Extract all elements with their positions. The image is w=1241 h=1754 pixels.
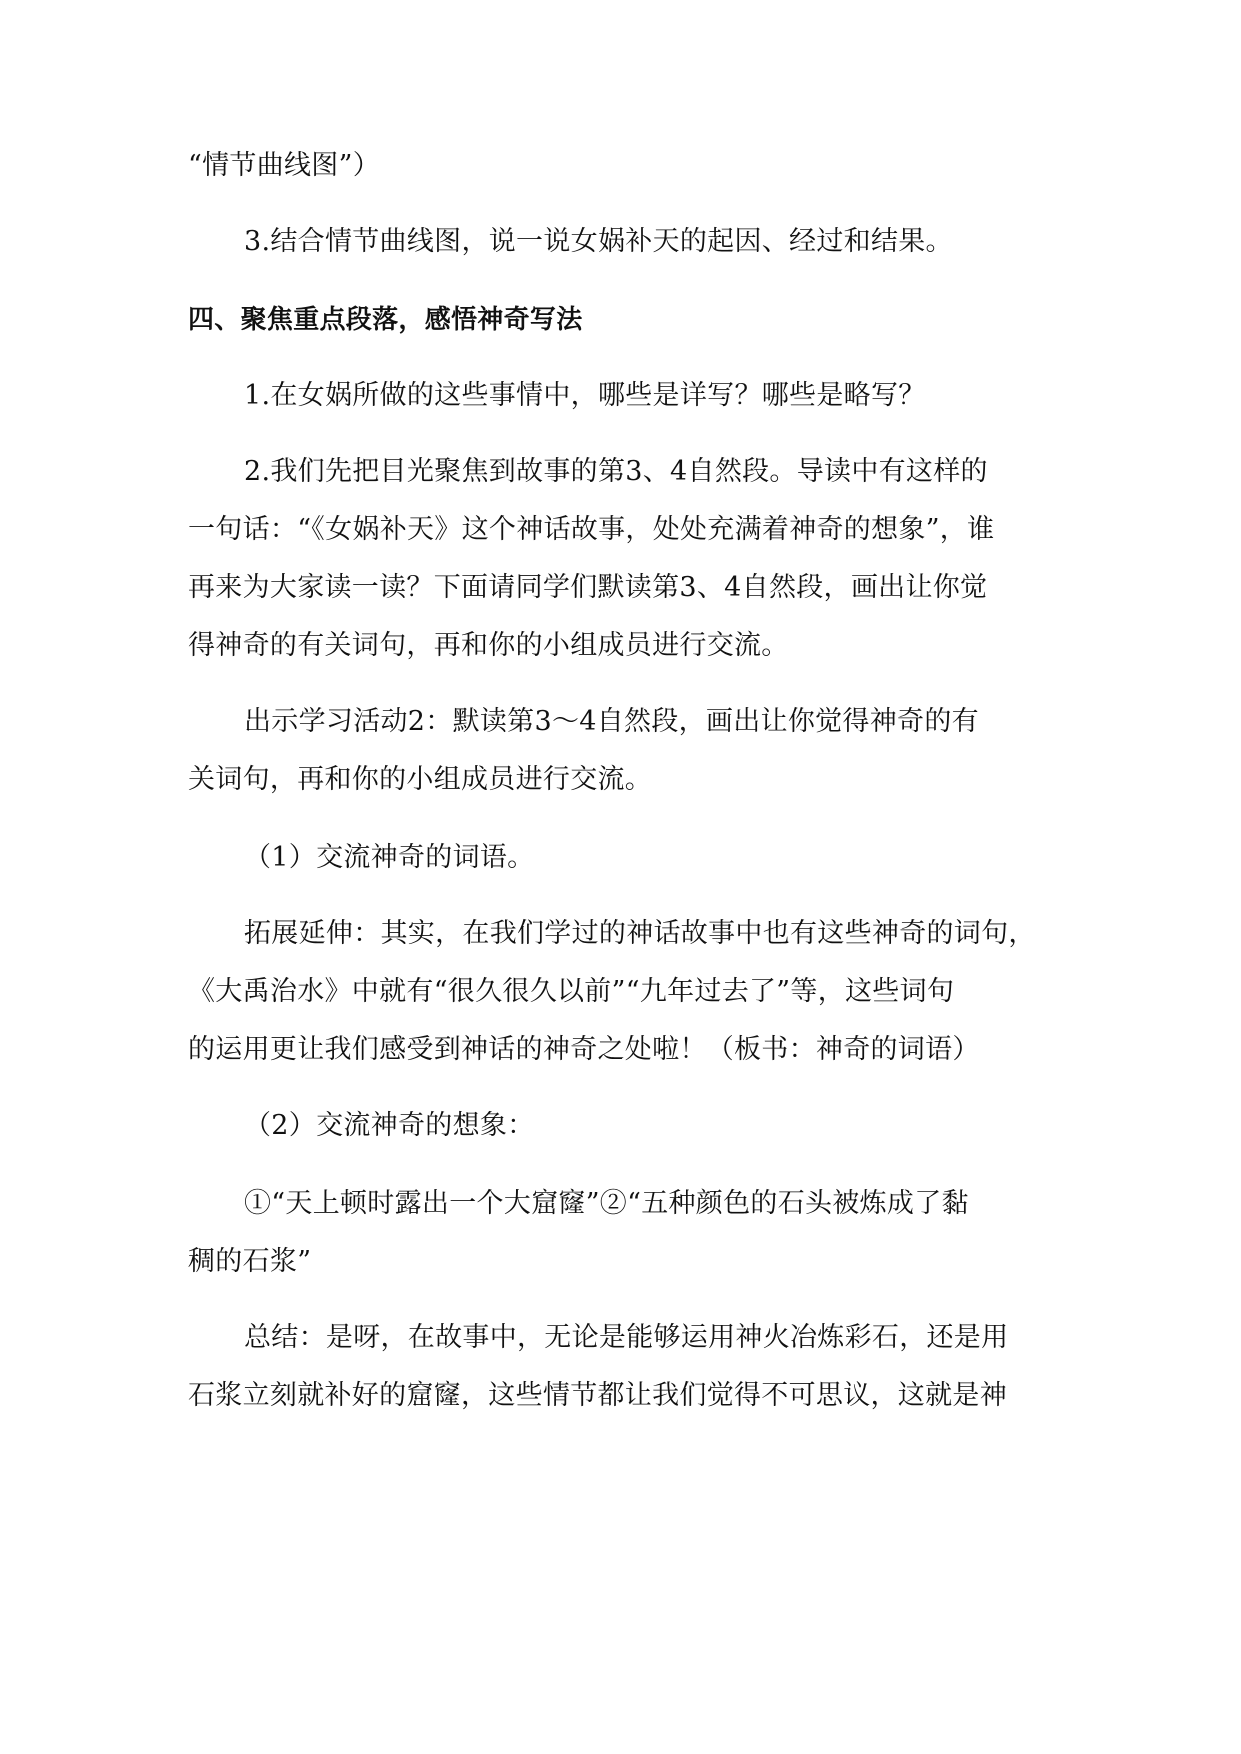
- text-line-summary: 总结：是呀，在故事中，无论是能够运用神火冶炼彩石，还是用: [244, 1322, 1009, 1353]
- text-line-summary-cont: 石浆立刻就补好的窟窿，这些情节都让我们觉得不可思议，这就是神: [188, 1380, 1007, 1411]
- text-line-subpoint-2: （2）交流神奇的想象：: [244, 1110, 535, 1141]
- text-line-item-3: 3.结合情节曲线图，说一说女娲补天的起因、经过和结果。: [244, 226, 953, 257]
- text-line-question-1: 1.在女娲所做的这些事情中，哪些是详写？哪些是略写？: [244, 380, 926, 411]
- text-line-extension-cont-2: 的运用更让我们感受到神话的神奇之处啦！（板书：神奇的词语）: [188, 1034, 980, 1065]
- text-line-question-2-cont-2: 再来为大家读一读？下面请同学们默读第3、4自然段，画出让你觉: [188, 572, 988, 603]
- text-line-extension-cont-1: 《大禹治水》中就有“很久很久以前”“九年过去了”等，这些词句: [188, 976, 955, 1007]
- text-line-question-2-cont-3: 得神奇的有关词句，再和你的小组成员进行交流。: [188, 630, 789, 661]
- text-line-activity-2-cont: 关词句，再和你的小组成员进行交流。: [188, 764, 653, 795]
- text-line-activity-2: 出示学习活动2：默读第3～4自然段，画出让你觉得神奇的有: [244, 706, 979, 737]
- text-line-question-2-cont-1: 一句话：“《女娲补天》这个神话故事，处处充满着神奇的想象”，谁: [188, 514, 995, 545]
- text-line-extension: 拓展延伸：其实，在我们学过的神话故事中也有这些神奇的词句，: [244, 918, 1036, 949]
- text-line-examples: ①“天上顿时露出一个大窟窿”②“五种颜色的石头被炼成了黏: [244, 1188, 969, 1219]
- text-line-subpoint-1: （1）交流神奇的词语。: [244, 842, 535, 873]
- section-heading-4: 四、聚焦重点段落，感悟神奇写法: [188, 305, 583, 335]
- text-line-question-2: 2.我们先把目光聚焦到故事的第3、4自然段。导读中有这样的: [244, 456, 988, 487]
- text-line-plot-curve-continued: “情节曲线图”）: [188, 150, 381, 181]
- text-line-examples-cont: 稠的石浆”: [188, 1246, 312, 1277]
